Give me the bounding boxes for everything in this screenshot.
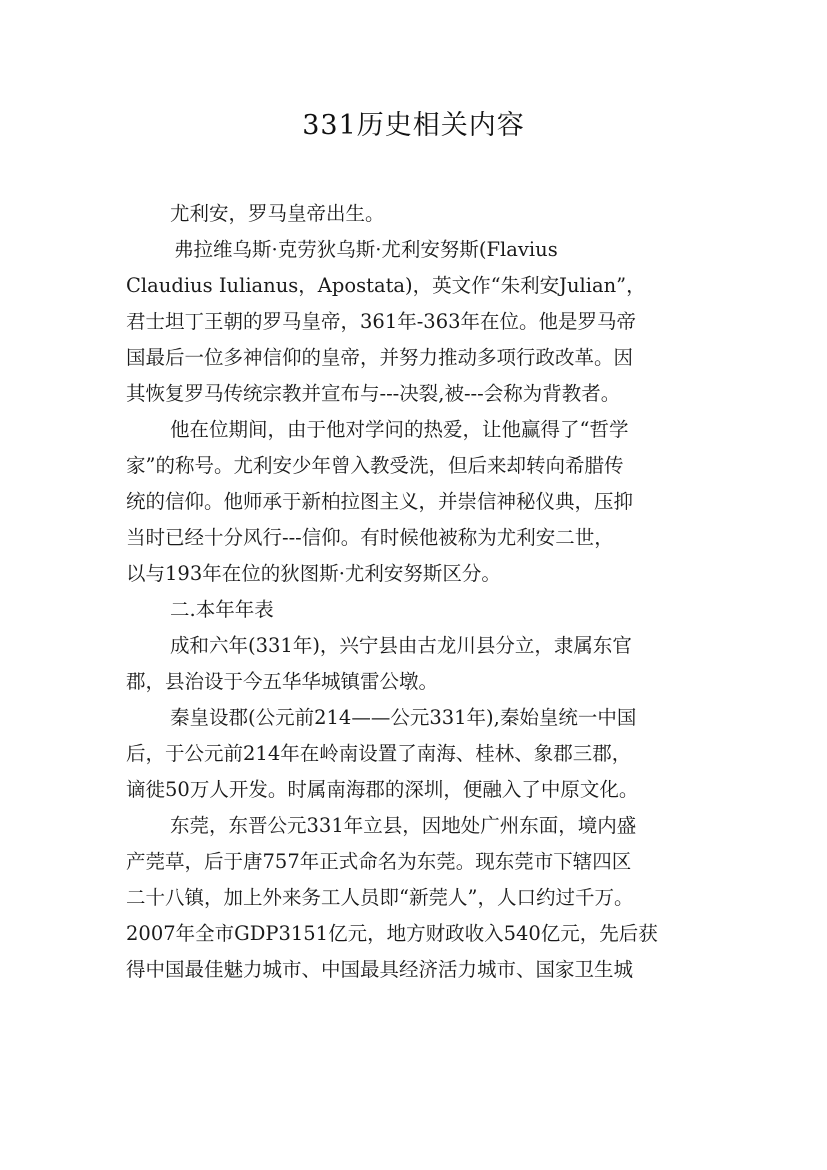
text-line: 统的信仰。他师承于新柏拉图主义，并崇信神秘仪典，压抑	[126, 490, 634, 513]
text-line: 秦皇设郡(公元前214——公元331年),秦始皇统一中国	[170, 706, 637, 729]
text-line: 产莞草，后于唐757年正式命名为东莞。现东莞市下辖四区	[126, 850, 632, 873]
text-line: 成和六年(331年)，兴宁县由古龙川县分立，隶属东官	[170, 634, 632, 657]
text-line: 其恢复罗马传统宗教并宣布与---决裂,被---会称为背教者。	[126, 382, 621, 405]
text-line: Claudius Iulianus，Apostata)，英文作“朱利安Julian”，	[126, 274, 646, 297]
text-line: 得中国最佳魅力城市、中国最具经济活力城市、国家卫生城	[126, 958, 634, 981]
section-heading: 二.本年年表	[170, 598, 274, 621]
text-line: 君士坦丁王朝的罗马皇帝，361年-363年在位。他是罗马帝	[126, 310, 637, 333]
text-line: 尤利安，罗马皇帝出生。	[170, 202, 385, 225]
text-line: 2007年全市GDP3151亿元，地方财政收入540亿元，先后获	[126, 922, 658, 945]
document-body	[126, 196, 711, 988]
text-line: 东莞，东晋公元331年立县，因地处广州东面，境内盛	[170, 814, 637, 837]
text-line: 谪徙50万人开发。时属南海郡的深圳，便融入了中原文化。	[126, 778, 639, 801]
text-line: 郡，县治设于今五华华城镇雷公墩。	[126, 670, 439, 693]
page-title: 331历史相关内容	[302, 110, 525, 141]
text-line: 弗拉维乌斯·克劳狄乌斯·尤利安努斯(Flavius	[174, 238, 558, 261]
text-line: 以与193年在位的狄图斯·尤利安努斯区分。	[126, 562, 501, 585]
text-line: 后，于公元前214年在岭南设置了南海、桂林、象郡三郡，	[126, 742, 632, 765]
text-line: 他在位期间，由于他对学问的热爱，让他赢得了“哲学	[170, 418, 629, 441]
text-line: 当时已经十分风行---信仰。有时候他被称为尤利安二世，	[126, 526, 614, 549]
text-line: 家”的称号。尤利安少年曾入教受洗，但后来却转向希腊传	[126, 454, 624, 477]
text-line: 国最后一位多神信仰的皇帝，并努力推动多项行政改革。因	[126, 346, 634, 369]
text-line: 二十八镇，加上外来务工人员即“新莞人”，人口约过千万。	[126, 886, 634, 909]
